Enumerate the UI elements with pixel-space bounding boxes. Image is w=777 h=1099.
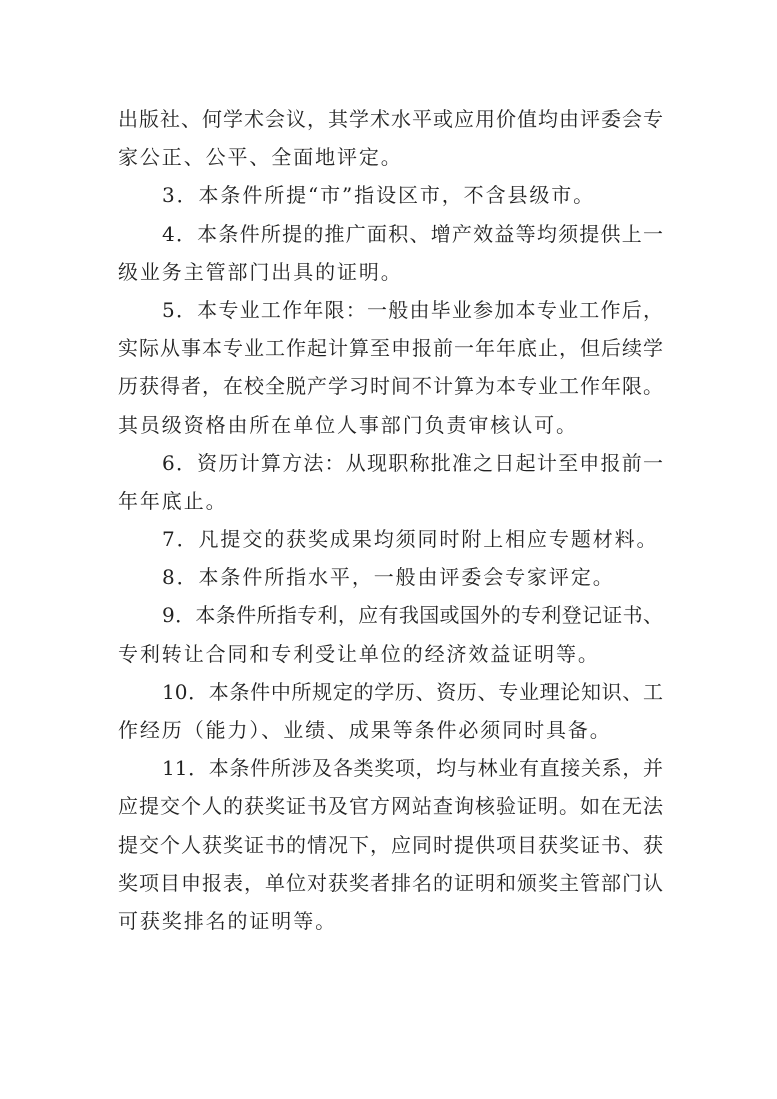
clause-11: 11．本条件所涉及各类奖项，均与林业有直接关系，并 xyxy=(162,756,663,781)
text-line: 出版社、何学术会议，其学术水平或应用价值均由评委会专 xyxy=(118,107,663,131)
text-line: 实际从事本专业工作起计算至申报前一年年底止，但后续学 xyxy=(118,336,663,361)
text-line: 专利转让合同和专利受让单位的经济效益证明等。 xyxy=(118,641,600,666)
text-line: 历获得者，在校全脱产学习时间不计算为本专业工作年限。 xyxy=(118,374,663,399)
text-line: 家公正、公平、全面地评定。 xyxy=(118,145,403,170)
text-line: 可获奖排名的证明等。 xyxy=(118,908,337,933)
text-line: 应提交个人的获奖证书及官方网站查询核验证明。如在无法 xyxy=(118,794,663,819)
clause-5: 5．本专业工作年限：一般由毕业参加本专业工作后， xyxy=(162,297,663,322)
clause-7: 7．凡提交的获奖成果均须同时附上相应专题材料。 xyxy=(162,527,659,552)
clause-8: 8．本条件所指水平，一般由评委会专家评定。 xyxy=(162,565,615,590)
text-line: 其员级资格由所在单位人事部门负责审核认可。 xyxy=(118,412,578,437)
text-line: 级业务主管部门出具的证明。 xyxy=(118,259,403,284)
clause-4: 4．本条件所提的推广面积、增产效益等均须提供上一 xyxy=(162,221,663,246)
text-line: 作经历（能力）、业绩、成果等条件必须同时具备。 xyxy=(118,718,612,742)
clause-3: 3．本条件所提“市”指设区市，不含县级市。 xyxy=(162,183,596,208)
document-body xyxy=(118,100,663,940)
text-line: 奖项目申报表，单位对获奖者排名的证明和颁奖主管部门认 xyxy=(118,870,663,895)
clause-6: 6．资历计算方法：从现职称批准之日起计至申报前一 xyxy=(162,450,663,475)
clause-9: 9．本条件所指专利，应有我国或国外的专利登记证书、 xyxy=(162,603,663,628)
clause-10: 10．本条件中所规定的学历、资历、专业理论知识、工 xyxy=(162,679,663,704)
text-line: 提交个人获奖证书的情况下，应同时提供项目获奖证书、获 xyxy=(118,832,663,857)
text-line: 年年底止。 xyxy=(118,488,228,513)
